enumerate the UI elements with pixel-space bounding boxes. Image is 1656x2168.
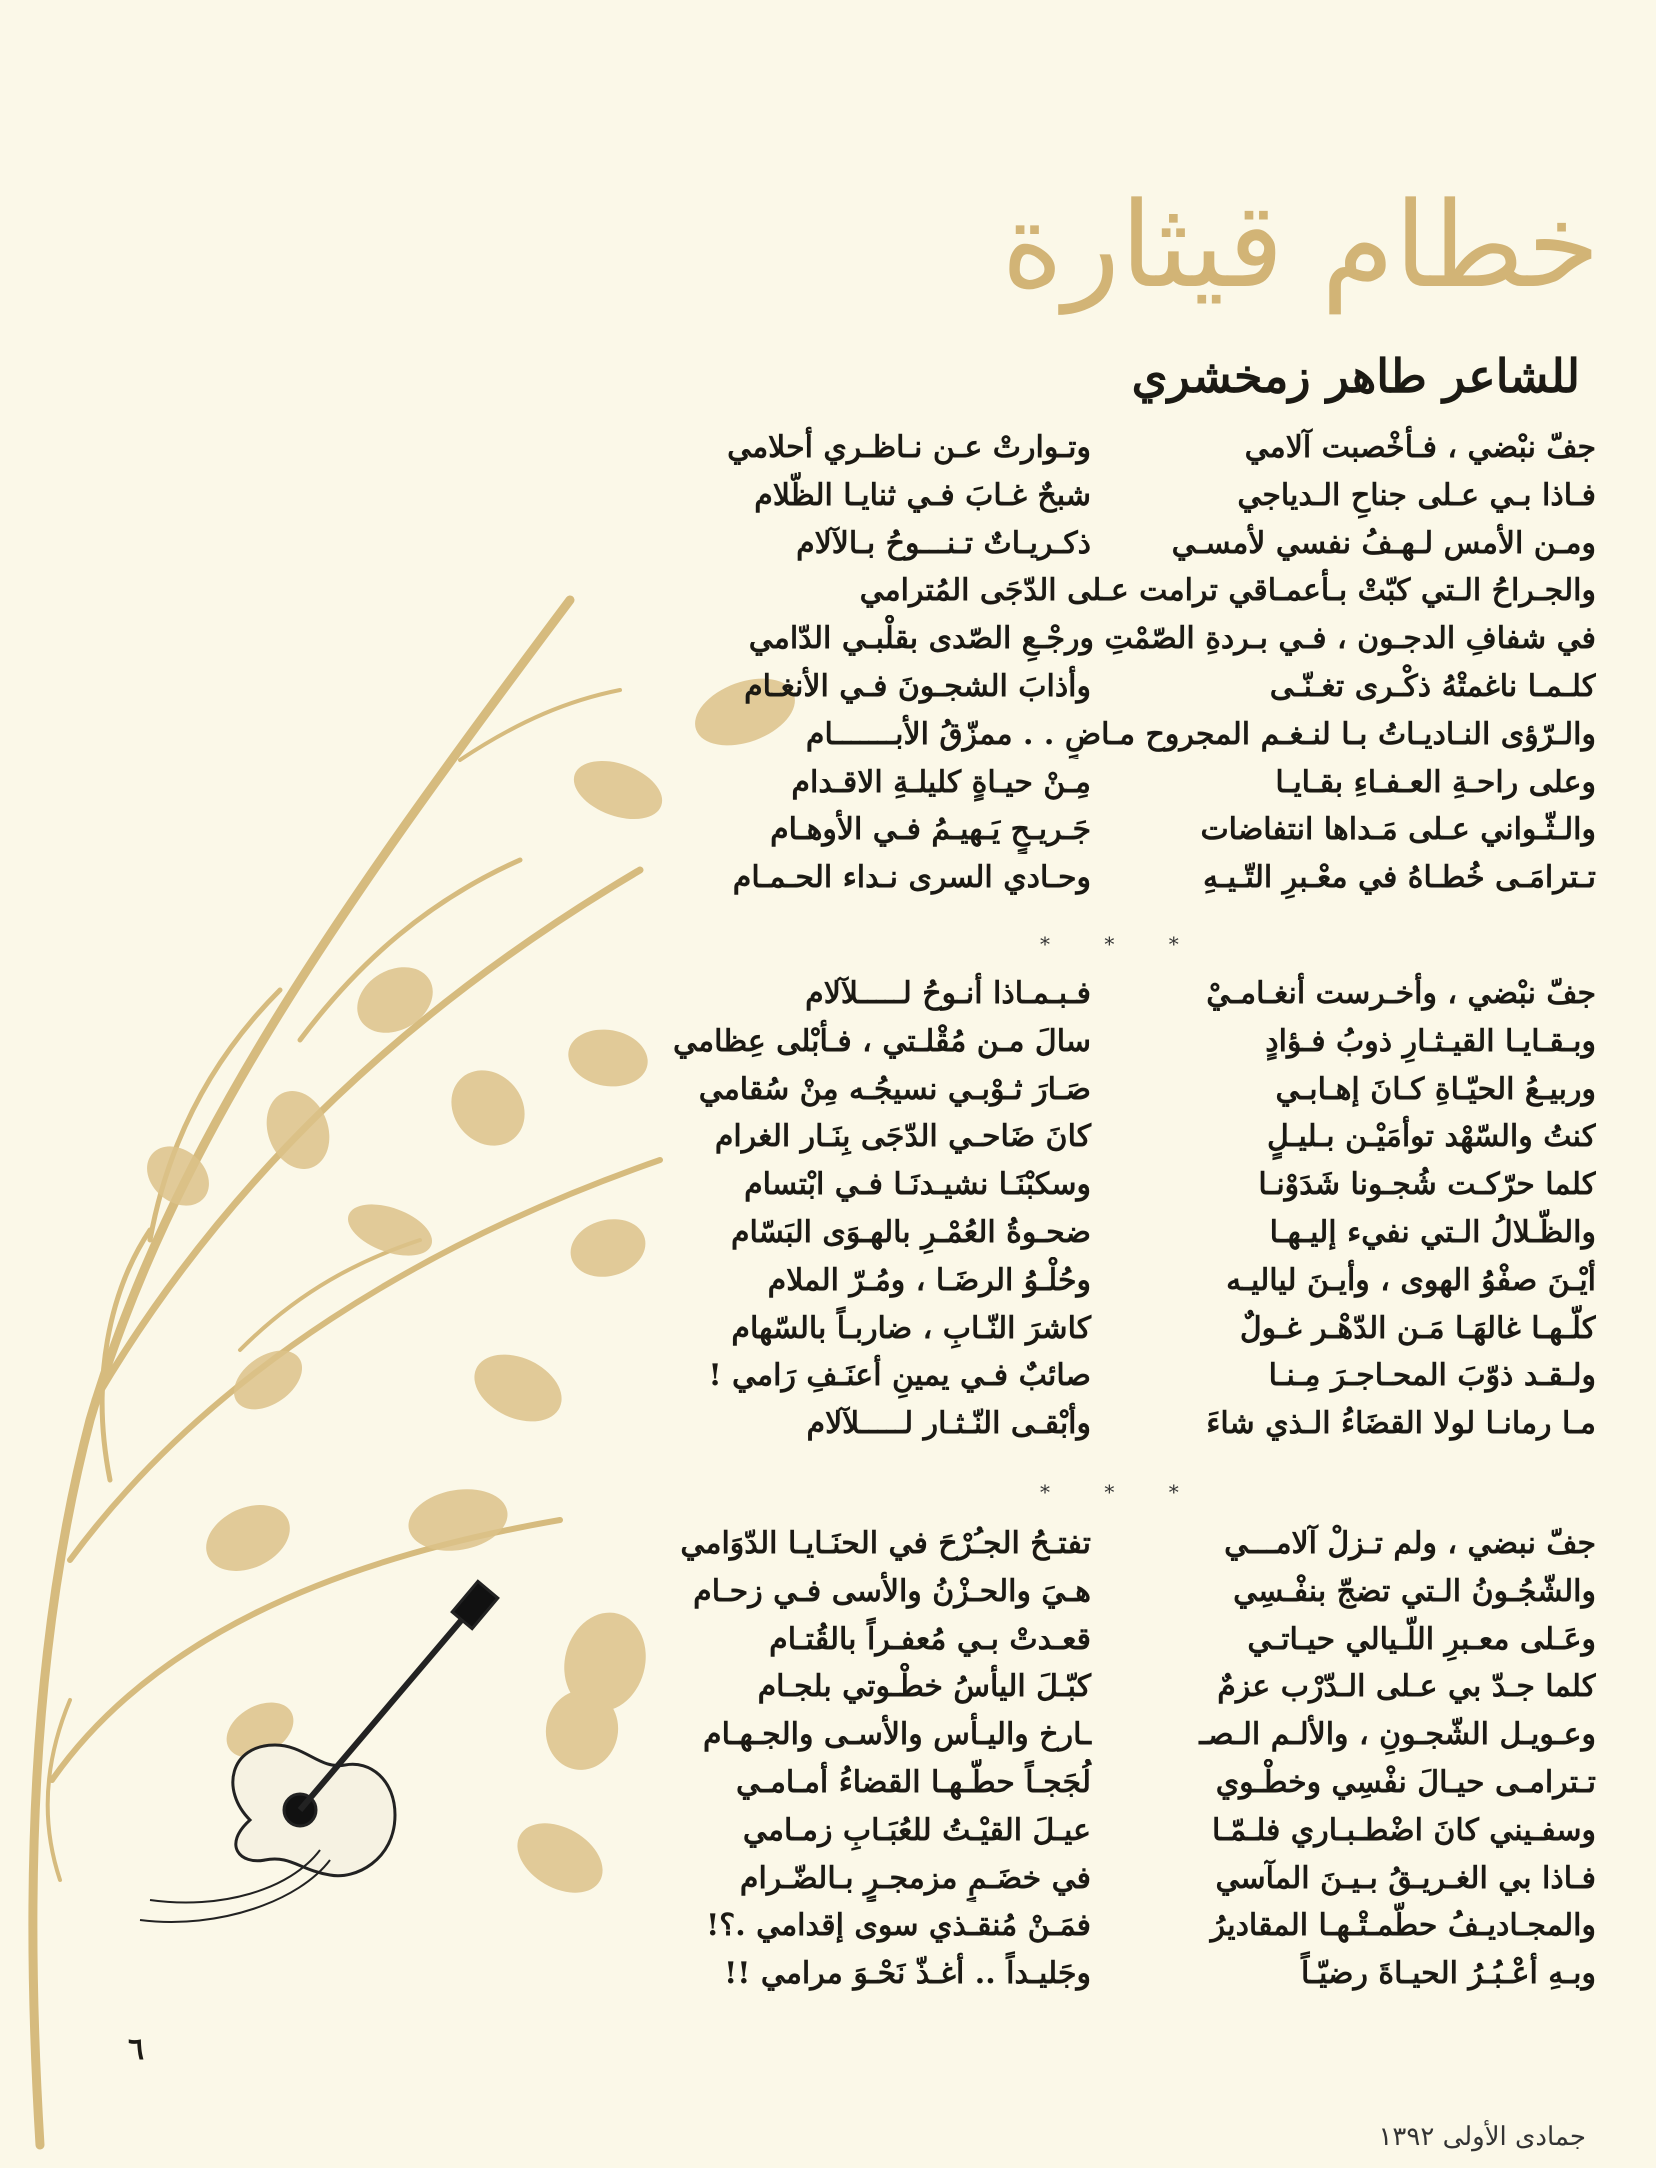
- page-number: ٦: [128, 2032, 145, 2067]
- verse-first-hemistich: جفّ نبْضي ، فـأخْصبت آلامي: [1244, 430, 1596, 465]
- verse-second-hemistich: وأذابَ الشجـونَ فـي الأنغـام: [744, 668, 1091, 704]
- verse-line: [586, 1018, 1596, 1066]
- verse-second-hemistich: وحُلْـوُ الرضَـا ، ومُـرّ الملام: [767, 1262, 1091, 1298]
- verse-second-hemistich: فـبـمـاذا أنـوحُ لـــــلآلام: [805, 976, 1091, 1011]
- verse-line: [586, 1209, 1596, 1257]
- verse-first-hemistich: أيْـنَ صفْوُ الهوى ، وأيـنَ لياليـه: [1226, 1262, 1596, 1298]
- verse-second-hemistich: شبحٌ غـابَ فـي ثنايـا الظّلام: [754, 477, 1091, 513]
- verse-first-hemistich: وعـويـل الشّجـونِ ، والألـم الـصـ: [1199, 1717, 1596, 1753]
- verse-first-hemistich: وسفـيني كانَ اضْطـبـاري فلـمّـا: [1212, 1812, 1596, 1848]
- verse-line: [586, 1352, 1596, 1400]
- verse-second-hemistich: وأبْقـى النّـثـار لـــــلآلام: [806, 1406, 1091, 1442]
- poem-section-1: [586, 424, 1596, 902]
- verse-second-hemistich: فمَـنْ مُنقـذي سوى إقدامي .؟!: [706, 1908, 1091, 1944]
- verse-line: [586, 970, 1596, 1018]
- poem-section-2: [586, 970, 1596, 1448]
- verse-first-hemistich: جفّ نبضي ، ولم تـزلْ آلامـــي: [1224, 1526, 1596, 1561]
- verse-first-hemistich: ولـقـد ذوّبَ المحـاجـرَ مِـنـا: [1268, 1358, 1596, 1394]
- verse-line: [586, 1568, 1596, 1616]
- verse-line: [586, 1855, 1596, 1903]
- leaf: [436, 1056, 540, 1161]
- issue-date-footer: جمادى الأولى ١٣٩٢: [1378, 2122, 1586, 2152]
- verse-line: [586, 472, 1596, 520]
- verse-second-hemistich: وحـادي السرى نـداء الحـمـام: [732, 860, 1091, 896]
- poem-section-3: [586, 1520, 1596, 1998]
- branch-twig-5: [48, 1700, 70, 1880]
- verse-first-hemistich: تـترامَـى خُطـاهُ في معْـبرِ التّـيـهِ: [1202, 860, 1596, 896]
- verse-line: [586, 1950, 1596, 1998]
- verse-second-hemistich: تفتـحُ الجـُرْحَ في الحنَـايـا الدّوَامي: [680, 1526, 1091, 1561]
- verse-second-hemistich: لُجَجـاً حطّـهـا القضاءُ أمـامـي: [736, 1764, 1091, 1800]
- verse-first-hemistich: كلـمـا ناغمتْهُ ذكْـرى تغـنّـى: [1269, 668, 1596, 704]
- verse-first-hemistich: وعَـلى معـبرِ اللّـيالي حيـاتـي: [1247, 1621, 1596, 1657]
- leaf: [404, 1482, 513, 1558]
- verse-second-hemistich: ذكـريـاتٌ تـنـــوحُ بـالآلام: [796, 525, 1091, 561]
- verse-second-hemistich: صَـارَ ثـوْبـي نسيجُـه مِنْ سُقامي: [698, 1071, 1091, 1107]
- verse-first-hemistich: والشّجُـونُ الـتي تضجّ بنفْـسِي: [1233, 1573, 1596, 1609]
- leaf: [223, 1339, 313, 1422]
- verse-line: [586, 1663, 1596, 1711]
- section-divider-stars: * * *: [1040, 1480, 1203, 1504]
- verse-line: [586, 615, 1596, 663]
- verse-first-hemistich: جفّ نبْضي ، وأخـرست أنغـامـيْ: [1206, 976, 1596, 1011]
- verse-line: [586, 1711, 1596, 1759]
- verse-full-line: والـرّؤى النـاديـاتُ بـا لنـغـم المجروح مـاضٍ . . ممزّقُ الأبـــــــام: [805, 716, 1596, 752]
- verse-line: [586, 567, 1596, 615]
- verse-line: [586, 663, 1596, 711]
- verse-first-hemistich: تـترامـى حيـالَ نفْسِي وخطْـوي: [1215, 1764, 1596, 1800]
- verse-line: [586, 711, 1596, 759]
- verse-line: [586, 1902, 1596, 1950]
- verse-line: [586, 854, 1596, 902]
- verse-line: [586, 1807, 1596, 1855]
- verse-second-hemistich: قعـدتْ بـي مُعفـراً بالقُتـام: [769, 1621, 1091, 1657]
- verse-line: [586, 1520, 1596, 1568]
- verse-second-hemistich: كبّـلَ اليأسُ خطْـوتي بلجـام: [757, 1669, 1091, 1705]
- verse-first-hemistich: وبـهِ أعْـبُـرُ الحيـاةَ رضيّـاً: [1301, 1956, 1596, 1992]
- verse-first-hemistich: كلّـهـا غالهَـا مَـن الدّهْـر غـولٌ: [1239, 1310, 1596, 1346]
- verse-line: [586, 806, 1596, 854]
- verse-line: [586, 1066, 1596, 1114]
- leaf: [464, 1341, 573, 1434]
- verse-first-hemistich: مـا رمانـا لولا القضَاءُ الـذي شاءَ: [1206, 1406, 1596, 1442]
- section-divider-stars: * * *: [1040, 932, 1203, 956]
- verse-first-hemistich: كلما حرّكـت شُجـونا شَدَوْنـا: [1258, 1167, 1596, 1203]
- verse-second-hemistich: في خضَـمٍ مزمجـرٍ بـالضّـرام: [739, 1860, 1091, 1896]
- verse-second-hemistich: ضحـوةُ العُمْـرِ بالهـوَى البَسّام: [730, 1214, 1091, 1250]
- branch-twig-4: [240, 1240, 420, 1350]
- verse-line: [586, 1161, 1596, 1209]
- verse-first-hemistich: كنتُ والسّهْد توأمَيْـن بـليـلٍ: [1267, 1119, 1596, 1155]
- verse-line: [586, 424, 1596, 472]
- verse-second-hemistich: مِـنْ حيـاةٍ كليلـةِ الاقـدام: [791, 764, 1091, 800]
- verse-first-hemistich: وعلى راحـةِ العـفـاءِ بقـايـا: [1275, 764, 1596, 800]
- poet-byline: للشاعر طاهر زمخشري: [1131, 349, 1580, 403]
- verse-second-hemistich: عيـلَ القيْـتُ للعُبَـابِ زمـامي: [742, 1812, 1091, 1848]
- verse-first-hemistich: والـثّـواني عـلى مَـداها انتفاضات: [1200, 812, 1596, 848]
- verse-second-hemistich: وسكبْنَـا نشيـدنَـا فـي ابْتسام: [744, 1167, 1091, 1203]
- branch-lower: [52, 1520, 560, 1780]
- verse-line: [586, 1759, 1596, 1807]
- guitar-drawing: [140, 1581, 498, 1922]
- verse-line: [586, 759, 1596, 807]
- verse-second-hemistich: ـارخ واليـأس والأسـى والجـهـام: [703, 1717, 1091, 1753]
- verse-first-hemistich: والمجـاديـفُ حطّمـتْـهـا المقاديرُ: [1210, 1908, 1596, 1944]
- verse-first-hemistich: فـاذا بـي عـلى جناحِ الـدياجي: [1237, 477, 1596, 513]
- verse-second-hemistich: كانَ ضَاحـي الدّجَى بِنَـار الغرام: [714, 1119, 1091, 1155]
- verse-second-hemistich: وتـوارتْ عـن نـاظـري أحلامي: [727, 430, 1091, 465]
- verse-full-line: والجـراحُ الـتي كبّتْ بـأعمـاقي ترامت عـلى الدّجَى المُترامي: [859, 573, 1596, 609]
- leaf: [341, 1194, 439, 1265]
- verse-first-hemistich: وربيـعُ الحيّـاةِ كـانَ إهـابـي: [1275, 1071, 1596, 1107]
- verse-line: [586, 1305, 1596, 1353]
- verse-first-hemistich: وبـقـايـا القيـثـارِ ذوبُ فـؤادٍ: [1265, 1023, 1596, 1059]
- verse-line: [586, 1113, 1596, 1161]
- verse-first-hemistich: والظّـلالُ الـتي نفيء إليـهـا: [1269, 1214, 1596, 1250]
- verse-second-hemistich: كاشرَ النّـابِ ، ضاربـاً بالسّهام: [731, 1310, 1091, 1346]
- verse-line: [586, 520, 1596, 568]
- verse-second-hemistich: وجَليـداً .. أغـذّ نَحْـوَ مرامي !!: [724, 1956, 1091, 1992]
- verse-second-hemistich: سالَ مـن مُقْلـتي ، فـأبْلى عِظامي: [673, 1023, 1091, 1059]
- verse-second-hemistich: صائبٌ فـي يمينِ أعنَـفِ رَامي !: [708, 1358, 1091, 1394]
- verse-second-hemistich: هـيَ والحـزْنُ والأسى فـي زحـام: [693, 1573, 1091, 1609]
- verse-line: [586, 1400, 1596, 1448]
- verse-full-line: في شفافِ الدجـون ، فـي بـردةِ الصّمْتِ ورجْـعِ الصّدى بقلْبـي الدّامي: [748, 621, 1596, 657]
- verse-second-hemistich: جَـريـحٍ يَـهيـمُ فـي الأوهـام: [770, 812, 1091, 848]
- branch-upper: [95, 870, 640, 1400]
- verse-first-hemistich: فـاذا بي الغـريـقُ بـيـنَ المآسي: [1215, 1860, 1596, 1896]
- verse-first-hemistich: ومـن الأمس لـهـفُ نفسي لأمسـي: [1171, 525, 1596, 561]
- verse-line: [586, 1257, 1596, 1305]
- verse-line: [586, 1616, 1596, 1664]
- leaf: [195, 1492, 300, 1584]
- verse-first-hemistich: كلما جـدّ بي عـلى الـدّرْب عزمٌ: [1217, 1669, 1596, 1705]
- poem-title: خطام قيثارة: [1001, 176, 1600, 314]
